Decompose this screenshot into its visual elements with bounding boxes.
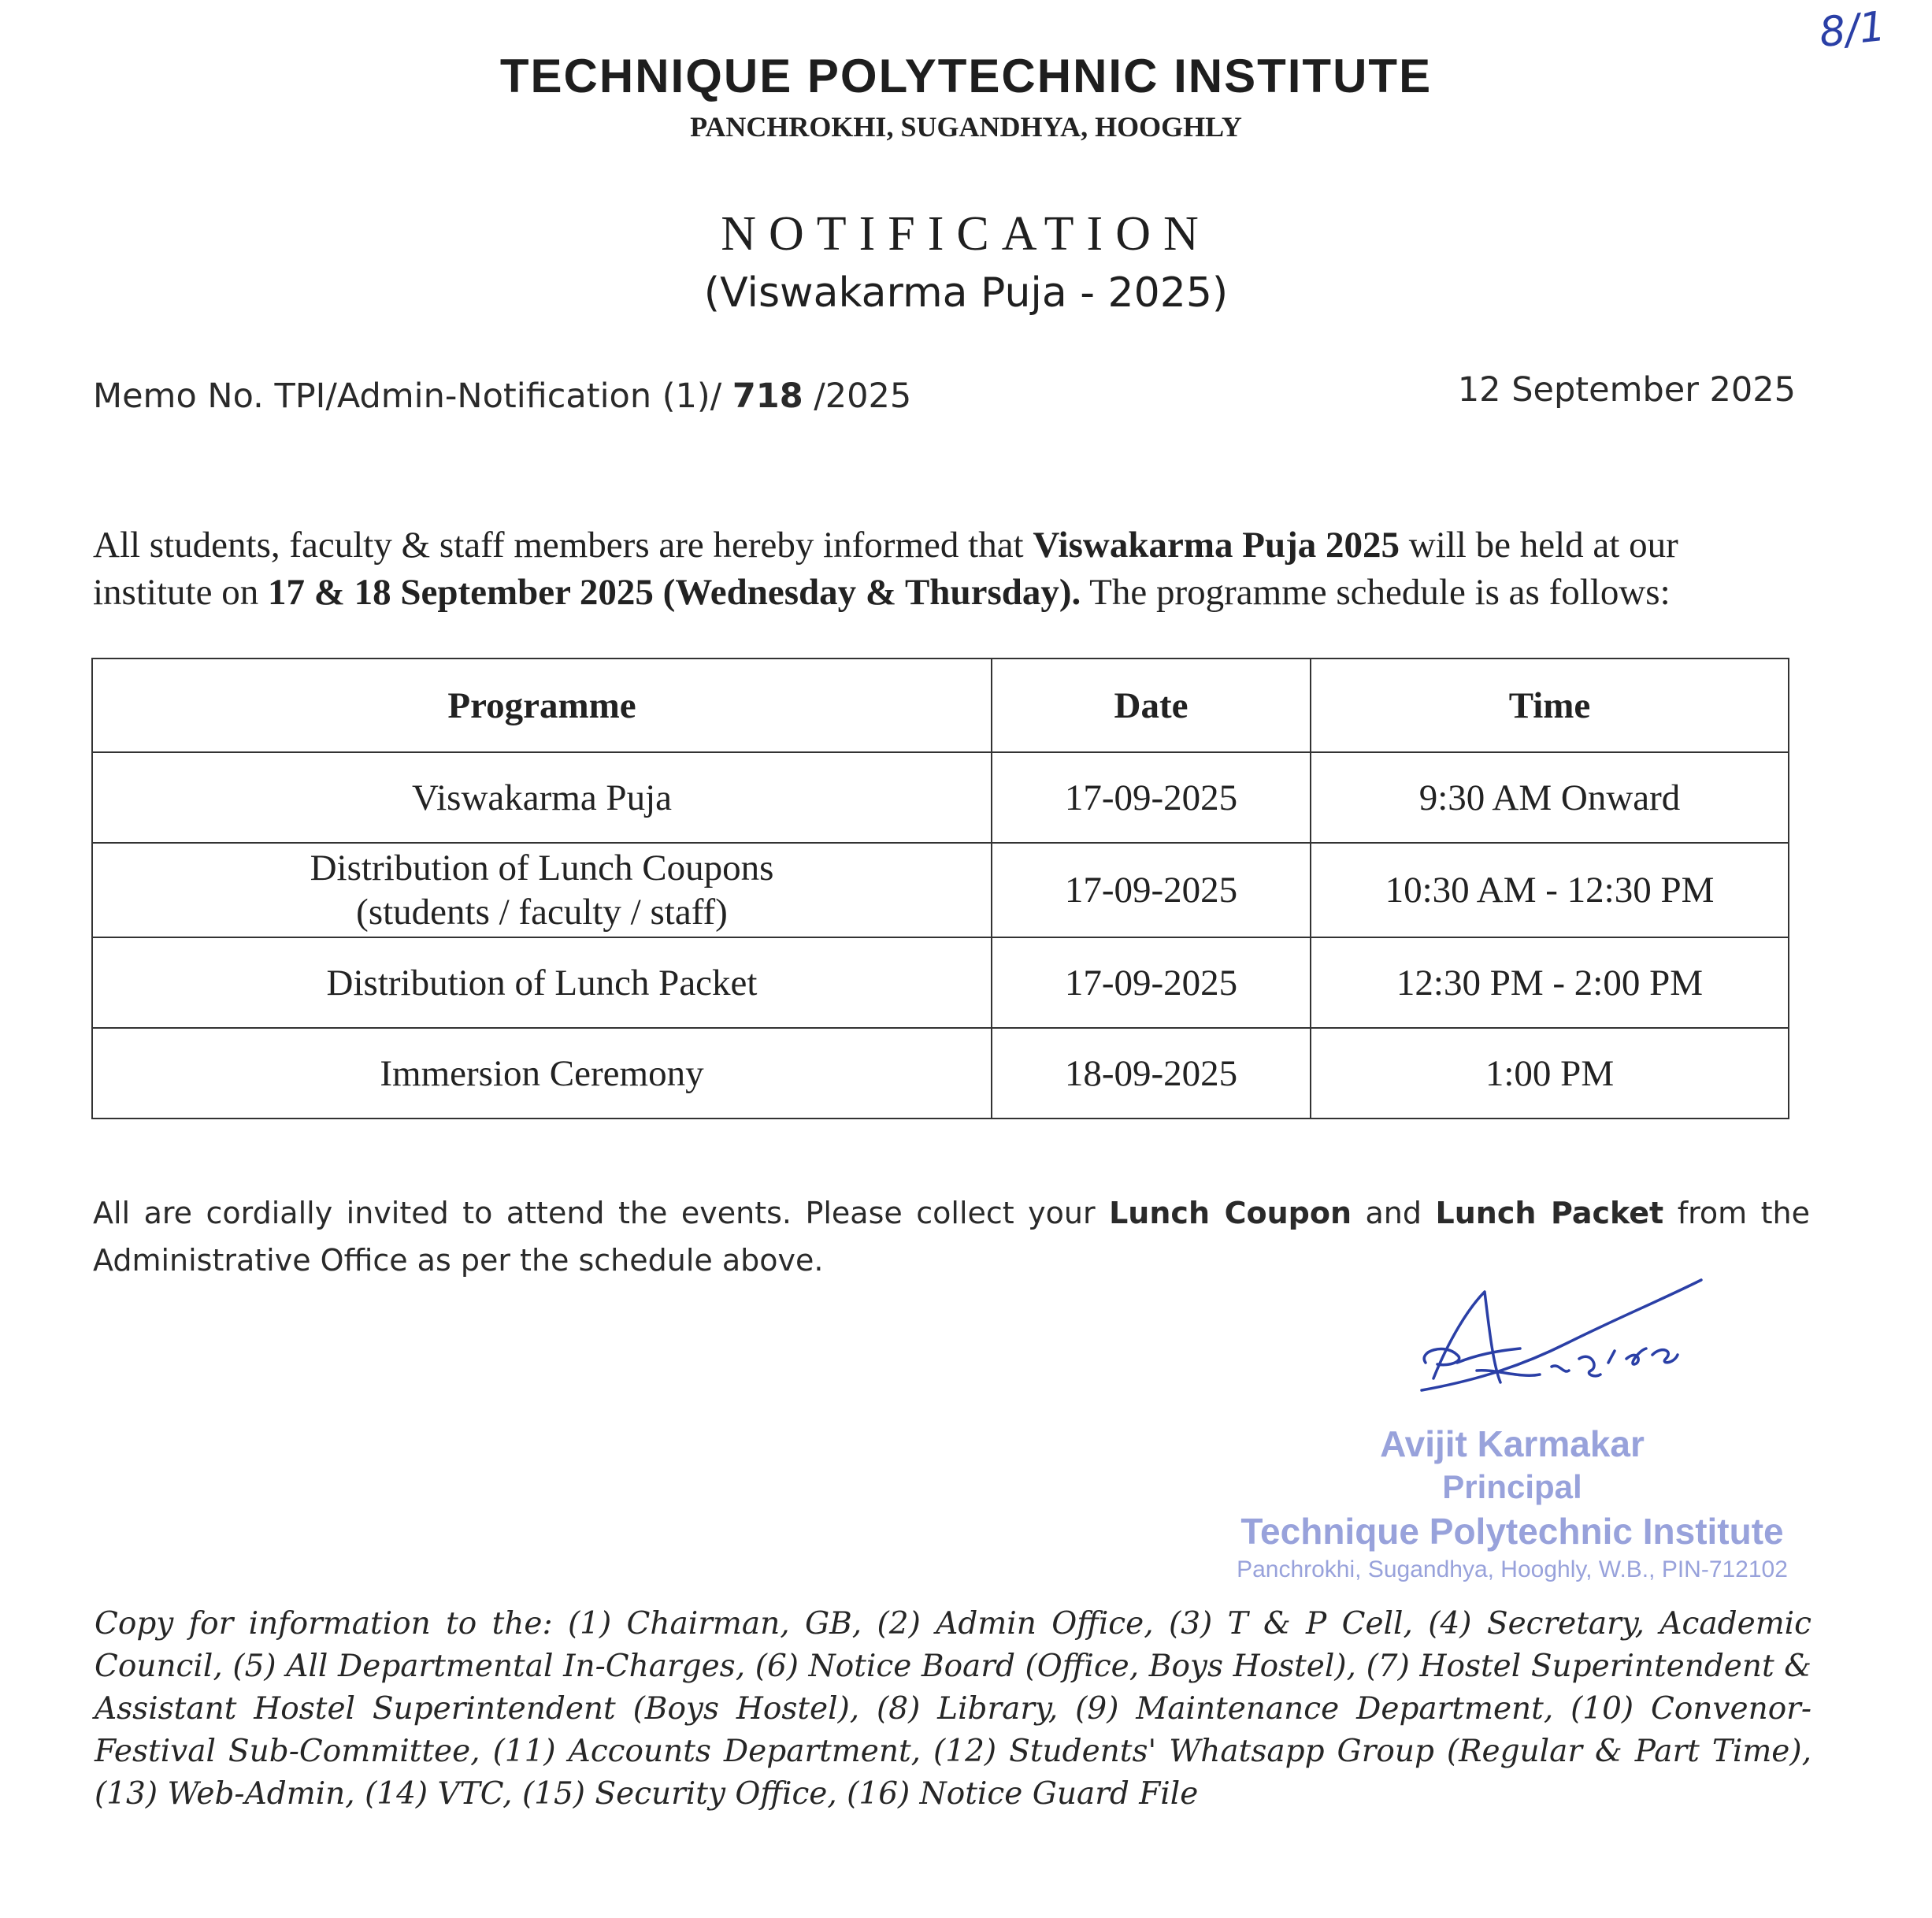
intro-text-3: The programme schedule is as follows: <box>1081 572 1671 613</box>
closing-paragraph <box>93 1189 1810 1284</box>
cell-date: 18-09-2025 <box>992 1028 1311 1119</box>
intro-bold-1: Viswakarma Puja 2025 <box>1033 525 1400 566</box>
cell-programme-line1: Distribution of Lunch Coupons <box>310 848 774 889</box>
cell-time: 12:30 PM - 2:00 PM <box>1311 937 1789 1028</box>
notification-subtitle: (Viswakarma Puja - 2025) <box>703 269 1229 317</box>
stamp-title: Principal <box>1442 1468 1582 1505</box>
memo-number-value: 718 <box>732 377 803 416</box>
table-row <box>92 843 1789 937</box>
principal-stamp <box>1229 1422 1796 1586</box>
cell-time: 9:30 AM Onward <box>1311 752 1789 843</box>
header-time: Time <box>1311 659 1789 752</box>
closing-text-1: All are cordially invited to attend the events. Please collect your <box>93 1196 1110 1230</box>
cell-time: 1:00 PM <box>1311 1028 1789 1119</box>
header-programme: Programme <box>92 659 992 752</box>
cell-date: 17-09-2025 <box>992 752 1311 843</box>
institute-name: TECHNIQUE POLYTECHNIC INSTITUTE <box>499 50 1433 102</box>
table-row <box>92 1028 1789 1119</box>
table-header-row <box>92 659 1789 752</box>
closing-text-3: from the Administrative Office as per the schedule above. <box>93 1196 1810 1278</box>
cell-programme <box>92 843 992 937</box>
intro-text-1: All students, faculty & staff members are hereby informed that <box>93 525 1033 566</box>
memo-date: 12 September 2025 <box>1457 370 1796 410</box>
schedule-table <box>91 658 1789 1119</box>
intro-bold-2: 17 & 18 September 2025 (Wednesday & Thursday). <box>267 572 1081 613</box>
institute-address: PANCHROKHI, SUGANDHYA, HOOGHLY <box>690 111 1242 143</box>
closing-bold-1: Lunch Coupon <box>1109 1196 1352 1230</box>
memo-number <box>93 377 911 416</box>
stamp-address: Panchrokhi, Sugandhya, Hooghly, W.B., PIN-712102 <box>1237 1556 1788 1582</box>
stamp-institute: Technique Polytechnic Institute <box>1240 1511 1784 1552</box>
memo-suffix: /2025 <box>803 377 912 416</box>
notification-title: NOTIFICATION <box>721 207 1211 261</box>
cell-programme: Immersion Ceremony <box>92 1028 992 1119</box>
intro-paragraph <box>93 521 1786 616</box>
cell-time: 10:30 AM - 12:30 PM <box>1311 843 1789 937</box>
table-row <box>92 752 1789 843</box>
closing-text-2: and <box>1352 1196 1436 1230</box>
cell-date: 17-09-2025 <box>992 937 1311 1028</box>
header-date: Date <box>992 659 1311 752</box>
memo-prefix: Memo No. TPI/Admin-Notification (1)/ <box>93 377 732 416</box>
cell-date: 17-09-2025 <box>992 843 1311 937</box>
table-row <box>92 937 1789 1028</box>
stamp-name: Avijit Karmakar <box>1380 1423 1645 1464</box>
handwritten-page-mark: 8/1 <box>1817 2 1888 58</box>
copy-distribution-list: Copy for information to the: (1) Chairman, GB, (2) Admin Office, (3) T & P Cell, (4) Secretary, Academic Council, (5) All Departmental In-Charges, (6) Notice Board (Office, Boys Hostel), (7) Hostel Superintendent & Assistant Hostel Superintendent (Boys Hostel), (8) Library, (9) Maintenance Department, (10) Convenor-Festival Sub-Committee, (11) Accounts Department, (12) Students' Whatsapp Group (Regular & Part Time), (13) Web-Admin, (14) VTC, (15) Security Office, (16) Notice Guard File <box>95 1606 1811 1812</box>
cell-programme: Viswakarma Puja <box>92 752 992 843</box>
cell-programme: Distribution of Lunch Packet <box>92 937 992 1028</box>
cell-programme-line2: (students / faculty / staff) <box>356 892 728 933</box>
handwritten-signature <box>1402 1276 1717 1434</box>
intro-text-2: will be held at our institute on <box>93 525 1678 613</box>
closing-bold-2: Lunch Packet <box>1435 1196 1664 1230</box>
